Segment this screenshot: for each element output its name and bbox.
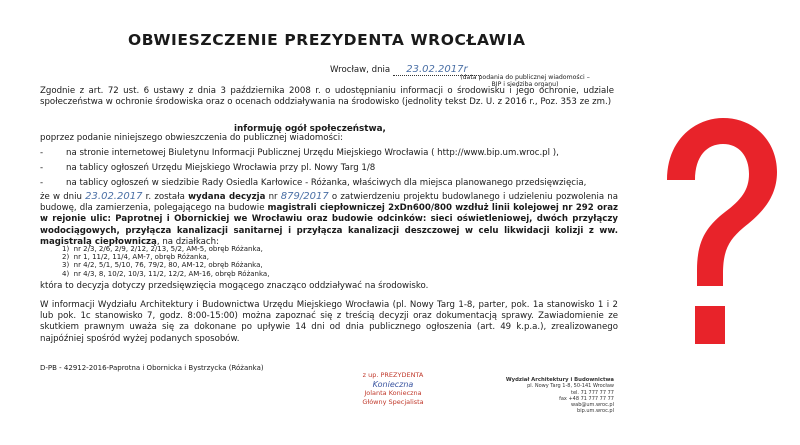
department-line: tel. 71 777 77 77 bbox=[570, 389, 614, 396]
question-mark-dot bbox=[695, 306, 725, 344]
decision-number: 879/2017 bbox=[280, 191, 329, 202]
case-reference: D-PB - 42912-2016-Paprotna i Obornicka i Bystrzycka (Różanka) bbox=[40, 364, 264, 372]
question-mark-icon bbox=[645, 110, 785, 360]
decision-bold: wydana decyzja bbox=[188, 192, 266, 202]
decision-date: 23.02.2017 bbox=[85, 191, 143, 202]
question-mark-hook bbox=[667, 118, 777, 286]
signature-stamp bbox=[352, 371, 434, 407]
signature-ink: Konieczna bbox=[372, 380, 414, 389]
publication-intro: poprzez podanie niniejszego obwieszczenia do publicznej wiadomości: bbox=[40, 133, 344, 143]
plot-item: 4) nr 4/3, 8, 10/2, 10/3, 11/2, 12/2, AM-16, obręb Różanka, bbox=[62, 269, 270, 278]
publication-item-text: na tablicy ogłoszeń w siedzibie Rady Osiedla Karłowice - Różanka, właściwych dla miejsca planowanego przedsięwzięcia, bbox=[66, 178, 587, 188]
inform-heading: informuję ogół społeczeństwa, bbox=[234, 124, 386, 134]
plot-item: 3) nr 4/2, 5/1, 5/10, 76, 79/2, 80, AM-12, obręb Różanka, bbox=[62, 261, 263, 270]
decision-paragraph bbox=[40, 191, 618, 248]
department-heading: Wydział Architektury i Budownictwa bbox=[505, 377, 614, 383]
publication-item-text: na tablicy ogłoszeń Urzędu Miejskiego Wrocławia przy pl. Nowy Targ 1/8 bbox=[66, 163, 376, 173]
department-line: bip.um.wroc.pl bbox=[577, 408, 614, 415]
place-label: Wrocław, dnia bbox=[330, 65, 391, 75]
department-line: pl. Nowy Targ 1-8, 50-141 Wrocław bbox=[527, 383, 614, 390]
decision-suffix: , na działkach: bbox=[156, 236, 219, 247]
plot-item: 2) nr 1, 11/2, 11/4, AM-7, obręb Różanka, bbox=[62, 253, 209, 262]
publication-item: - na tablicy ogłoszeń w siedzibie Rady Osiedla Karłowice - Różanka, właściwych dla miejsca planowanego przedsięwzięcia, bbox=[40, 178, 587, 188]
signature-line1: z up. PREZYDENTA bbox=[362, 371, 424, 379]
signatory-name: Jolanta Konieczna bbox=[364, 389, 422, 397]
decision-mid1: r. została bbox=[145, 192, 185, 202]
signatory-role: Główny Specjalista bbox=[362, 398, 424, 406]
plot-item: 1) nr 2/3, 2/6, 2/9, 2/12, 2/13, 5/2, AM-5, obręb Różanka, bbox=[62, 245, 263, 253]
department-stamp bbox=[504, 377, 614, 415]
legal-basis-paragraph: Zgodnie z art. 72 ust. 6 ustawy z dnia 3 października 2008 r. o udostępnianiu informacji o środowisku i jego ochronie, udziale społeczeństwa w ochronie środowiska oraz o ocenach oddziaływania na środowisko (jednolity tekst Dz. U. z 2016 r., Poz. 353 ze zm.) bbox=[40, 86, 614, 108]
publication-item: - na stronie internetowej Biuletynu Informacji Publicznej Urzędu Miejskiego Wrocławia ( http://www.bip.um.wroc.pl ), bbox=[40, 148, 559, 158]
decision-rest: o zatwierdzeniu projektu budowlanego i udzieleniu pozwolenia na budowę, dla zamierzenia, polegającego na budowie bbox=[40, 192, 619, 214]
project-description: magistrali ciepłowniczej 2xDn600/800 wzdłuż linii kolejowej nr 292 oraz w rejonie ulic: Paprotnej i Obornickiej we Wrocławiu oraz budowie odcinków: sieci oświetleniowej, dwóch przyłączy wodociągowych, przyłącza kanalizacji sanitarnej i przyłącza kanalizacji deszczowej w celu likwidacji kolizji z ww. magistralą ciepłowniczą bbox=[40, 203, 619, 247]
publication-item: - na tablicy ogłoszeń Urzędu Miejskiego Wrocławia przy pl. Nowy Targ 1/8 bbox=[40, 163, 376, 173]
department-line: fax +48 71 777 77 77 bbox=[559, 395, 614, 402]
decision-prefix: że w dniu bbox=[40, 192, 82, 202]
plots-list bbox=[62, 245, 269, 278]
decision-mid2: nr bbox=[268, 192, 278, 202]
date-note: (data podania do publicznej wiadomości – BIP i siedziba organu) bbox=[460, 74, 590, 88]
info-paragraph: W informacji Wydziału Architektury i Budownictwa Urzędu Miejskiego Wrocławia (pl. Nowy Targ 1-8, parter, pok. 1a stanowisko 1 i 2 lub pok. 1c stanowisko 7, godz. 8:00-15:00) można zapoznać się z treścią decyzji oraz dokumentacją sprawy. Zawiadomienie ze skutkiem prawnym uważa się za dokonane po upływie 14 dni od dnia publicznego ogłoszenia (art. 49 k.p.a.), zrealizowanego najpóźniej spośród wyżej podanych sposobów. bbox=[40, 300, 618, 344]
impact-line: która to decyzja dotyczy przedsięwzięcia mogącego znacząco oddziaływać na środowisko. bbox=[40, 281, 429, 291]
department-line: wab@um.wroc.pl bbox=[571, 402, 614, 409]
handwritten-date: 23.02.2017r bbox=[406, 64, 468, 75]
publication-item-text: na stronie internetowej Biuletynu Informacji Publicznej Urzędu Miejskiego Wrocławia ( http://www.bip.um.wroc.pl ), bbox=[66, 148, 559, 158]
document-title: OBWIESZCZENIE PREZYDENTA WROCŁAWIA bbox=[128, 31, 526, 49]
